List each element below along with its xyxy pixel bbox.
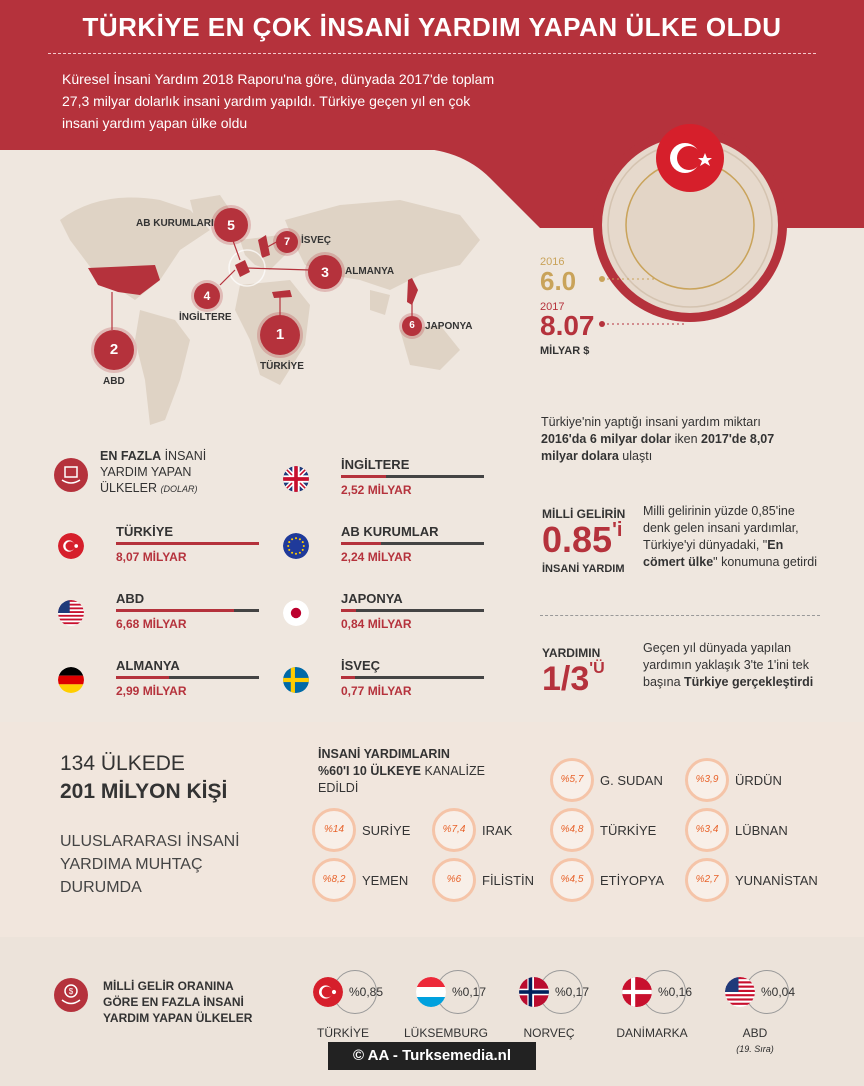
summary-bold3: milyar dolara: [541, 449, 619, 463]
svg-text:$: $: [68, 987, 74, 996]
summary-mid: iken: [671, 432, 702, 446]
gni-text1: Milli gelirinin yüzde 0,85'ine denk gelen insani yardımlar, Türkiye'yi dünyadaki, ": [643, 504, 799, 552]
map-pin-4[interactable]: 4: [194, 283, 220, 309]
channel-l3: EDİLDİ: [318, 781, 359, 795]
flag-icon-us: [58, 600, 84, 626]
recipient-name-0: SURİYE: [362, 823, 411, 838]
ranking-bar-2: [116, 676, 169, 679]
map-pin-5[interactable]: 5: [214, 208, 248, 242]
summary-bold1: 2016'da 6 milyar dolar: [541, 432, 672, 446]
map-pin-3-label: ALMANYA: [345, 266, 395, 277]
recipient-ring-2: %8,2: [312, 858, 356, 902]
ranking-bar-1: [116, 609, 234, 612]
unit-label: MİLYAR $: [540, 345, 590, 357]
needs-people: 201 MİLYON KİŞİ: [60, 780, 228, 803]
flag-icon-us: [725, 977, 755, 1007]
aid-box-icon: [54, 458, 88, 492]
year-2016-label: 2016: [540, 256, 565, 268]
ranking-country-0: TÜRKİYE: [116, 524, 174, 539]
growth-summary: [541, 414, 821, 465]
map-pin-1[interactable]: 1: [260, 315, 300, 355]
map-pin-4-label: İNGİLTERE: [179, 312, 232, 323]
ranking-country-1: ABD: [116, 591, 145, 606]
gni-suffix: 'i: [612, 519, 623, 541]
turkey-flag-icon: [655, 123, 725, 193]
third-value: 1/3: [542, 660, 590, 698]
third-suffix: 'Ü: [589, 660, 605, 677]
recipient-ring-7: %3,4: [685, 808, 729, 852]
ranking-country-3: İNGİLTERE: [341, 457, 410, 472]
needs-countries: 134 ÜLKEDE: [60, 752, 185, 775]
watermark: © AA - Turksemedia.nl: [328, 1042, 536, 1070]
third-text1: Geçen yıl dünyada yapılan yardımın yaklaşık 3'te 1'ini tek başına: [643, 641, 809, 689]
ranking-bar-6: [341, 676, 355, 679]
flag-icon-tr: [58, 533, 84, 559]
ranking-value-0: 8,07 MİLYAR: [116, 550, 187, 564]
ranking-bar-0: [116, 542, 259, 545]
ranking-value-3: 2,52 MİLYAR: [341, 483, 412, 497]
recipient-name-8: ETİYOPYA: [600, 873, 665, 888]
gni-rank-title: MİLLİ GELİR ORANINA GÖRE EN FAZLA İNSANİ YARDIM YAPAN ÜLKELER: [103, 979, 253, 1025]
ranking-bar-4: [341, 542, 381, 545]
usa-shape: [88, 265, 160, 295]
ranking-heading-2: İNSANİ: [161, 449, 207, 463]
third-top: YARDIMIN: [542, 646, 601, 660]
flag-icon-se: [283, 667, 309, 693]
needs-desc: [60, 830, 240, 899]
recipient-name-9: YUNANİSTAN: [735, 873, 818, 888]
recipient-ring-6: %4,8: [550, 808, 594, 852]
ranking-heading-bold: EN FAZLA: [100, 449, 162, 463]
leader-2017: [598, 321, 688, 327]
ranking-value-5: 0,84 MİLYAR: [341, 617, 412, 631]
gni-country-3: DANİMARKA: [616, 1026, 688, 1040]
ranking-country-2: ALMANYA: [116, 658, 180, 673]
flag-icon-gb: [283, 466, 309, 492]
recipient-name-4: G. SUDAN: [600, 773, 663, 788]
intro-text: Küresel İnsani Yardım 2018 Raporu'na göre, dünyada 2017'de toplam 27,3 milyar dolarlık insani yardım yapıldı. Türkiye geçen yıl en çok insani yardım yapan ülke oldu: [62, 71, 495, 131]
map-pin-6-label: JAPONYA: [425, 321, 473, 332]
flag-icon-lu: [416, 977, 446, 1007]
ranking-value-2: 2,99 MİLYAR: [116, 684, 187, 698]
flag-icon-de: [58, 667, 84, 693]
ranking-value-4: 2,24 MİLYAR: [341, 550, 412, 564]
map-pin-7-label: İSVEÇ: [301, 235, 332, 246]
ranking-bar-track: [341, 609, 484, 612]
flag-icon-eu: [283, 533, 309, 559]
channel-l2-rest: KANALİZE: [421, 764, 485, 778]
money-hand-icon: [54, 978, 88, 1012]
recipient-name-1: IRAK: [482, 823, 513, 838]
gni-pct-3: %0,16: [658, 985, 693, 999]
channel-l1: İNSANİ YARDIMLARIN: [318, 747, 450, 761]
map-pin-2[interactable]: 2: [94, 330, 134, 370]
third-text-bold: Türkiye gerçekleştirdi: [684, 675, 814, 689]
recipient-ring-9: %2,7: [685, 858, 729, 902]
page-title: TÜRKİYE EN ÇOK İNSANİ YARDIM YAPAN ÜLKE OLDU: [82, 12, 782, 42]
gni-text: [643, 503, 823, 571]
recipient-name-2: YEMEN: [362, 873, 409, 888]
ranking-bar-5: [341, 609, 356, 612]
gni-text-bold: En cömert ülke: [643, 538, 784, 569]
ranking-value-1: 6,68 MİLYAR: [116, 617, 187, 631]
map-pin-2-label: ABD: [103, 376, 125, 387]
recipient-name-5: ÜRDÜN: [735, 773, 782, 788]
channel-heading: [318, 746, 485, 797]
flag-icon-jp: [283, 600, 309, 626]
gni-text2: " konumuna getirdi: [713, 555, 817, 569]
ranking-country-6: İSVEÇ: [341, 658, 381, 673]
gni-country-1: LÜKSEMBURG: [403, 1026, 489, 1040]
gni-bottom: İNSANİ YARDIM: [542, 563, 625, 575]
gni-pct-4: %0,04: [761, 985, 796, 999]
map-pin-7[interactable]: 7: [276, 231, 298, 253]
gni-value: 0.85: [542, 519, 613, 560]
gni-country-0: TÜRKİYE: [316, 1026, 369, 1040]
divider: [48, 53, 816, 54]
flag-icon-tr: [313, 977, 343, 1007]
map-pin-5-label: AB KURUMLARI: [136, 218, 214, 229]
flag-icon-dk: [622, 977, 652, 1007]
leader-2016: [598, 276, 658, 282]
recipient-name-3: FİLİSTİN: [482, 873, 535, 888]
third-big: [542, 660, 605, 699]
flag-icon-no: [519, 977, 549, 1007]
needs-desc-1: ULUSLARARASI İNSANİ: [60, 833, 240, 850]
ranking-value-6: 0,77 MİLYAR: [341, 684, 412, 698]
summary-end: ulaştı: [618, 449, 653, 463]
needs-desc-3: DURUMDA: [60, 879, 142, 896]
year-2017-label: 2017: [540, 301, 565, 313]
ranking-heading: [100, 448, 206, 497]
channel-l2-bold: %60'I 10 ÜLKEYE: [318, 764, 422, 778]
ranking-country-4: AB KURUMLAR: [341, 524, 439, 539]
year-2017-value: 8.07: [540, 310, 595, 341]
recipient-ring-1: %7,4: [432, 808, 476, 852]
ranking-unit: (DOLAR): [160, 484, 198, 494]
recipient-ring-4: %5,7: [550, 758, 594, 802]
gni-pct-0: %0,85: [349, 985, 384, 999]
ranking-country-5: JAPONYA: [341, 591, 403, 606]
third-text: [643, 640, 823, 691]
summary-line1: Türkiye'nin yaptığı insani yardım miktarı: [541, 415, 761, 429]
ranking-bar-3: [341, 475, 386, 478]
map-pin-6[interactable]: 6: [402, 316, 422, 336]
gni-country-4: ABD: [742, 1026, 768, 1040]
recipient-ring-5: %3,9: [685, 758, 729, 802]
needs-desc-2: YARDIMA MUHTAÇ: [60, 856, 203, 873]
gni-country-2: NORVEÇ: [523, 1026, 575, 1040]
divider: [540, 615, 820, 616]
gni-pct-2: %0,17: [555, 985, 590, 999]
recipient-name-6: TÜRKİYE: [600, 823, 657, 838]
year-2016-value: 6.0: [540, 266, 577, 296]
world-map: [40, 180, 520, 430]
ranking-bar-track: [341, 676, 484, 679]
ranking-heading-3: YARDIM YAPAN: [100, 465, 192, 479]
gni-top: MİLLİ GELİRİN: [542, 507, 626, 521]
map-pin-1-label: TÜRKİYE: [260, 361, 304, 372]
gni-pct-1: %0,17: [452, 985, 487, 999]
gni-note-4: (19. Sıra): [736, 1044, 774, 1054]
ranking-heading-4: ÜLKELER: [100, 481, 157, 495]
recipient-ring-0: %14: [312, 808, 356, 852]
recipient-ring-8: %4,5: [550, 858, 594, 902]
recipient-name-7: LÜBNAN: [735, 823, 788, 838]
recipient-ring-3: %6: [432, 858, 476, 902]
summary-bold2: 2017'de 8,07: [701, 432, 775, 446]
map-pin-3[interactable]: 3: [308, 255, 342, 289]
gni-big: [542, 519, 622, 561]
